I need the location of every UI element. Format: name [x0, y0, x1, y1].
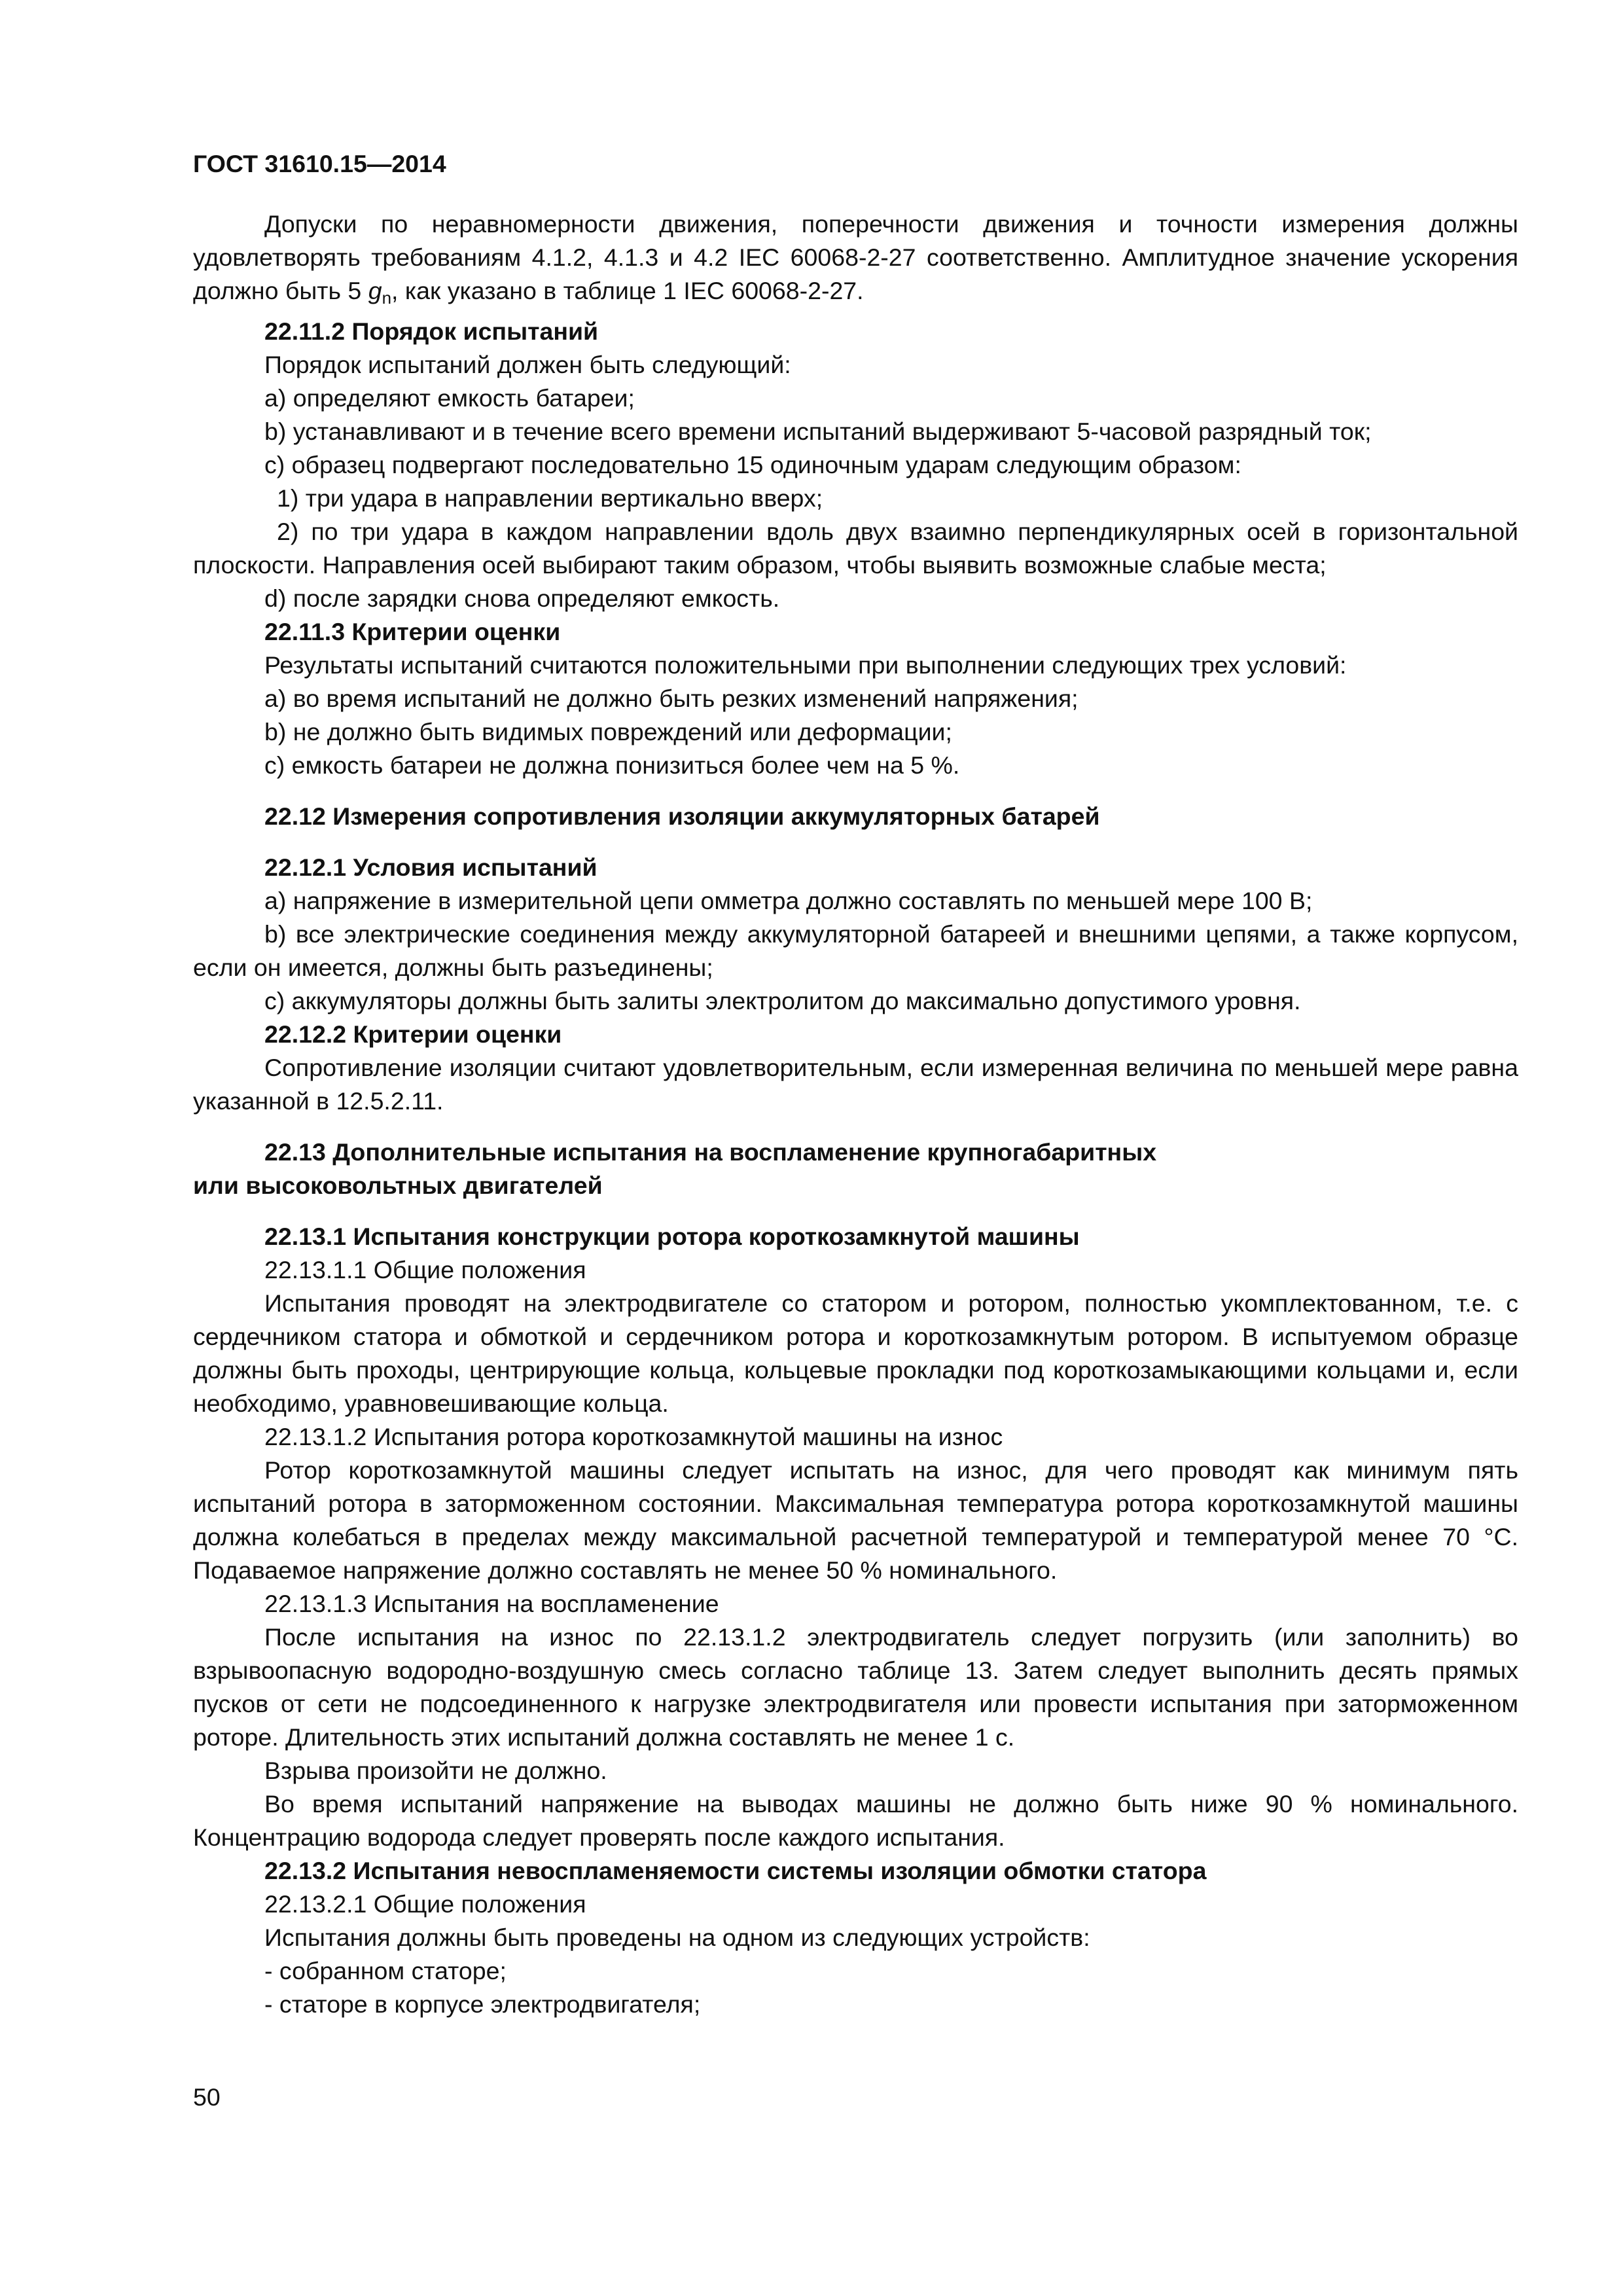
subheading: 22.13.1.1 Общие положения — [264, 1256, 586, 1283]
list-item: b) устанавливают и в течение всего времени испытаний выдерживают 5-часовой разрядный ток; — [264, 418, 1372, 445]
list-item: b) все электрические соединения между аккумуляторной батареей и внешними цепями, а также корпусом, если он имеется, должны быть разъединены; — [193, 920, 1518, 981]
paragraph-tolerances: Допуски по неравномерности движения, поперечности движения и точности измерения должны удовлетворять требованиям 4.1.2, 4.1.3 и 4.2 IEC 60068-2-27 соответственно. Амплитудное значение ускорения должно быть 5 gn, как указано в таблице 1 IEC 60068-2-27. — [193, 210, 1518, 308]
list-item: с) емкость батареи не должна понизиться более чем на 5 %. — [264, 751, 960, 779]
paragraph: После испытания на износ по 22.13.1.2 электродвигатель следует погрузить (или заполнить) во взрывоопасную водородно-воздушную смесь согласно таблице 13. Затем следует выполнить десять прямых пусков от сети не подсоединенного к нагрузке электродвигателя или провести испытания при заторможенном роторе. Длительность этих испытаний должна составлять не менее 1 с. — [193, 1623, 1518, 1751]
page-number: 50 — [193, 2083, 221, 2111]
list-item: а) определяют емкость батареи; — [264, 384, 635, 412]
list-item: с) образец подвергают последовательно 15 одиночным ударам следующим образом: — [264, 451, 1241, 478]
heading-22-11-2: 22.11.2 Порядок испытаний — [264, 317, 599, 345]
heading-22-11-3: 22.11.3 Критерии оценки — [264, 618, 561, 645]
heading-22-13: 22.13 Дополнительные испытания на воспламенение крупногабаритных или высоковольтных двигателей — [193, 1138, 1157, 1199]
paragraph: Ротор короткозамкнутой машины следует испытать на износ, для чего проводят как минимум пять испытаний ротора в заторможенном состоянии. Максимальная температура ротора короткозамкнутой машины должна колебаться в пределах между максимальной расчетной температурой и температурой менее 70 °С. Подаваемое напряжение должно составлять не менее 50 % номинального. — [193, 1456, 1518, 1584]
list-item: 2) по три удара в каждом направлении вдоль двух взаимно перпендикулярных осей в горизонтальной плоскости. Направления осей выбирают таким образом, чтобы выявить возможные слабые места; — [193, 518, 1518, 579]
document-page — [193, 147, 1518, 2021]
paragraph: Сопротивление изоляции считают удовлетворительным, если измеренная величина по меньшей мере равна указанной в 12.5.2.11. — [193, 1054, 1518, 1115]
list-item: b) не должно быть видимых повреждений или деформации; — [264, 718, 952, 745]
list-item: d) после зарядки снова определяют емкость. — [264, 584, 780, 612]
list-item: 1) три удара в направлении вертикально вверх; — [277, 484, 823, 512]
heading-22-12: 22.12 Измерения сопротивления изоляции аккумуляторных батарей — [264, 802, 1100, 830]
subheading: 22.13.1.3 Испытания на воспламенение — [264, 1590, 719, 1617]
list-item: - статоре в корпусе электродвигателя; — [264, 1990, 701, 2018]
paragraph: Результаты испытаний считаются положительными при выполнении следующих трех условий: — [264, 651, 1347, 679]
paragraph: Взрыва произойти не должно. — [264, 1757, 607, 1784]
paragraph: Во время испытаний напряжение на выводах машины не должно быть ниже 90 % номинального. Концентрацию водорода следует проверять после каждого испытания. — [193, 1790, 1518, 1851]
list-item: а) напряжение в измерительной цепи омметра должно составлять по меньшей мере 100 В; — [264, 887, 1313, 914]
subheading: 22.13.2.1 Общие положения — [264, 1890, 586, 1918]
heading-22-12-1: 22.12.1 Условия испытаний — [264, 853, 597, 881]
paragraph: Порядок испытаний должен быть следующий: — [264, 351, 791, 378]
heading-22-13-1: 22.13.1 Испытания конструкции ротора короткозамкнутой машины — [264, 1223, 1080, 1250]
list-item: - собранном статоре; — [264, 1957, 507, 1984]
paragraph: Испытания проводят на электродвигателе со статором и ротором, полностью укомплектованном, т.е. с сердечником статора и обмоткой и сердечником ротора и короткозамкнутым ротором. В испытуемом образце должны быть проходы, центрирующие кольца, кольцевые прокладки под короткозамыкающими кольцами и, если необходимо, уравновешивающие кольца. — [193, 1289, 1518, 1417]
subheading: 22.13.1.2 Испытания ротора короткозамкнутой машины на износ — [264, 1423, 1003, 1450]
heading-22-12-2: 22.12.2 Критерии оценки — [264, 1020, 562, 1048]
heading-22-13-2: 22.13.2 Испытания невоспламеняемости системы изоляции обмотки статора — [264, 1857, 1207, 1884]
document-header: ГОСТ 31610.15—2014 — [193, 150, 446, 177]
list-item: с) аккумуляторы должны быть залиты электролитом до максимально допустимого уровня. — [264, 987, 1301, 1014]
list-item: а) во время испытаний не должно быть резких изменений напряжения; — [264, 685, 1079, 712]
paragraph: Испытания должны быть проведены на одном из следующих устройств: — [264, 1924, 1090, 1951]
